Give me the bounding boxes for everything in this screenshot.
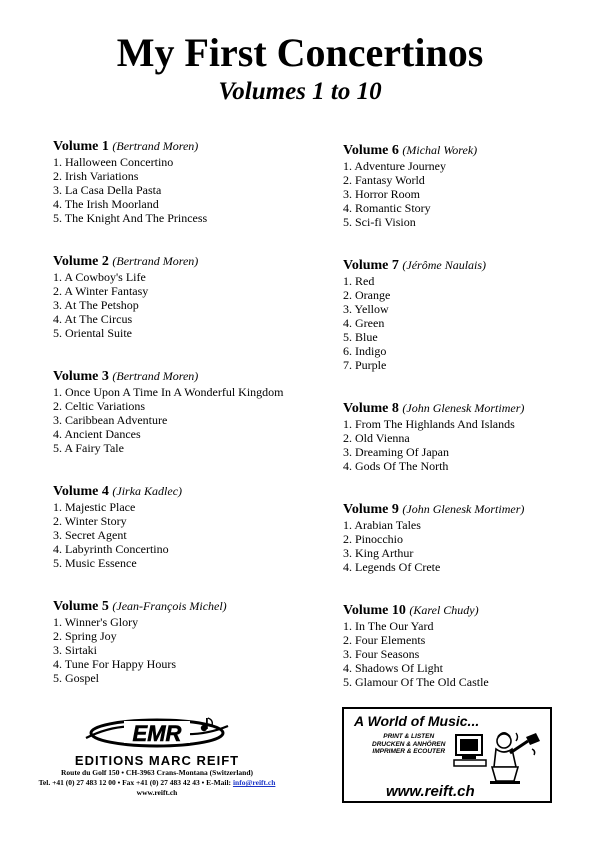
publisher-website: www.reift.ch [136,788,178,797]
volume-composer: (Jean-François Michel) [112,599,227,613]
volume-column-left [53,138,333,685]
volume-label: Volume 4 [53,484,109,499]
promo-tagline-line: IMPRIMER & ECOUTER [372,748,446,755]
piece-item: 5. Sci-fi Vision [343,215,416,229]
promo-box [342,707,552,803]
piece-item: 2. Four Elements [343,633,426,647]
piece-list [343,274,600,372]
piece-list [343,619,600,689]
volume-heading [343,400,600,417]
piece-list [53,270,333,340]
piece-item: 3. La Casa Della Pasta [53,183,162,197]
volume-label: Volume 1 [53,139,109,154]
piece-item: 2. Spring Joy [53,629,117,643]
piece-list [53,615,333,685]
volume-label: Volume 9 [343,502,399,517]
piece-item: 6. Indigo [343,344,387,358]
piece-item: 2. Irish Variations [53,169,139,183]
page-title: My First Concertinos [116,30,484,75]
piece-item: 3. Yellow [343,302,389,316]
piece-item: 4. Shadows Of Light [343,661,443,675]
volume-heading [53,138,333,155]
piece-item: 2. Old Vienna [343,431,410,445]
piece-item: 5. Glamour Of The Old Castle [343,675,489,689]
piece-item: 1. A Cowboy's Life [53,270,146,284]
piece-item: 4. The Irish Moorland [53,197,159,211]
volume-heading [343,257,600,274]
volume-label: Volume 10 [343,603,406,618]
piece-item: 2. A Winter Fantasy [53,284,149,298]
publisher-block [26,714,288,798]
page-subtitle: Volumes 1 to 10 [218,78,382,105]
piece-item: 2. Pinocchio [343,532,403,546]
volume-block [53,483,333,570]
musician-computer-icon [452,727,548,787]
piece-item: 3. Caribbean Adventure [53,413,168,427]
emr-logo-text: EMR [132,721,182,746]
volume-block [343,257,600,372]
volume-composer: (John Glenesk Mortimer) [402,401,525,415]
piece-item: 3. Dreaming Of Japan [343,445,449,459]
piece-item: 4. Legends Of Crete [343,560,441,574]
volume-composer: (Bertrand Moren) [112,254,199,268]
volume-label: Volume 8 [343,401,399,416]
piece-item: 5. Music Essence [53,556,137,570]
piece-list [343,417,600,473]
piece-list [343,159,600,229]
volume-block [53,368,333,455]
publisher-phone-fax: Tel. +41 (0) 27 483 12 00 • Fax +41 (0) 27 483 42 43 • E-Mail: [38,778,233,787]
volume-block [343,602,600,689]
piece-item: 2. Fantasy World [343,173,425,187]
volume-heading [53,253,333,270]
volume-heading [53,598,333,615]
piece-item: 5. The Knight And The Princess [53,211,208,225]
volume-block [343,142,600,229]
promo-tagline [372,733,445,756]
piece-item: 5. Gospel [53,671,99,685]
volume-label: Volume 6 [343,143,399,158]
volume-column-right [343,142,600,689]
volume-heading [343,142,600,159]
piece-item: 2. Orange [343,288,391,302]
piece-item: 3. Four Seasons [343,647,420,661]
piece-item: 1. Majestic Place [53,500,136,514]
piece-item: 1. Red [343,274,375,288]
promo-tagline-line: DRUCKEN & ANHÖREN [372,740,446,748]
piece-list [53,155,333,225]
piece-item: 4. Gods Of The North [343,459,449,473]
volume-block [53,598,333,685]
volume-composer: (Bertrand Moren) [112,139,199,153]
piece-item: 1. Once Upon A Time In A Wonderful Kingdom [53,385,284,399]
piece-list [343,518,600,574]
piece-item: 1. Adventure Journey [343,159,446,173]
volume-label: Volume 7 [343,258,399,273]
piece-item: 3. King Arthur [343,546,414,560]
piece-item: 1. In The Our Yard [343,619,434,633]
promo-tagline-line: PRINT & LISTEN [383,733,435,740]
piece-item: 4. Labyrinth Concertino [53,542,169,556]
piece-item: 3. Sirtaki [53,643,97,657]
piece-item: 7. Purple [343,358,387,372]
emr-logo-icon [82,714,232,752]
volume-block [53,138,333,225]
publisher-address: Route du Golf 150 • CH-3963 Crans-Montana (Switzerland) [61,768,253,777]
volume-composer: (Bertrand Moren) [112,369,199,383]
piece-item: 2. Winter Story [53,514,127,528]
volume-label: Volume 3 [53,369,109,384]
piece-item: 5. Oriental Suite [53,326,132,340]
volume-heading [53,483,333,500]
piece-item: 5. A Fairy Tale [53,441,124,455]
publisher-name: EDITIONS MARC REIFT [74,753,240,768]
piece-item: 4. Ancient Dances [53,427,141,441]
piece-item: 3. At The Petshop [53,298,139,312]
piece-item: 1. Halloween Concertino [53,155,174,169]
volume-label: Volume 2 [53,254,109,269]
volume-composer: (Michal Worek) [402,143,478,157]
piece-item: 4. At The Circus [53,312,133,326]
promo-title: A World of Music... [354,713,480,729]
piece-list [53,500,333,570]
volume-composer: (Karel Chudy) [409,603,479,617]
volume-heading [343,602,600,619]
piece-item: 2. Celtic Variations [53,399,146,413]
piece-item: 4. Tune For Happy Hours [53,657,177,671]
piece-item: 4. Romantic Story [343,201,431,215]
piece-item: 4. Green [343,316,385,330]
piece-item: 3. Horror Room [343,187,420,201]
volume-heading [53,368,333,385]
piece-item: 1. Winner's Glory [53,615,139,629]
volume-composer: (John Glenesk Mortimer) [402,502,525,516]
volume-heading [343,501,600,518]
volume-composer: (Jirka Kadlec) [112,484,183,498]
promo-url: www.reift.ch [386,783,475,800]
piece-item: 1. From The Highlands And Islands [343,417,515,431]
publisher-contact [26,778,288,788]
volume-block [53,253,333,340]
publisher-email-link[interactable]: info@reift.ch [232,778,276,787]
piece-item: 5. Blue [343,330,378,344]
volume-block [343,501,600,574]
piece-item: 3. Secret Agent [53,528,127,542]
volume-composer: (Jérôme Naulais) [402,258,487,272]
volume-block [343,400,600,473]
piece-list [53,385,333,455]
volume-label: Volume 5 [53,599,109,614]
piece-item: 1. Arabian Tales [343,518,421,532]
